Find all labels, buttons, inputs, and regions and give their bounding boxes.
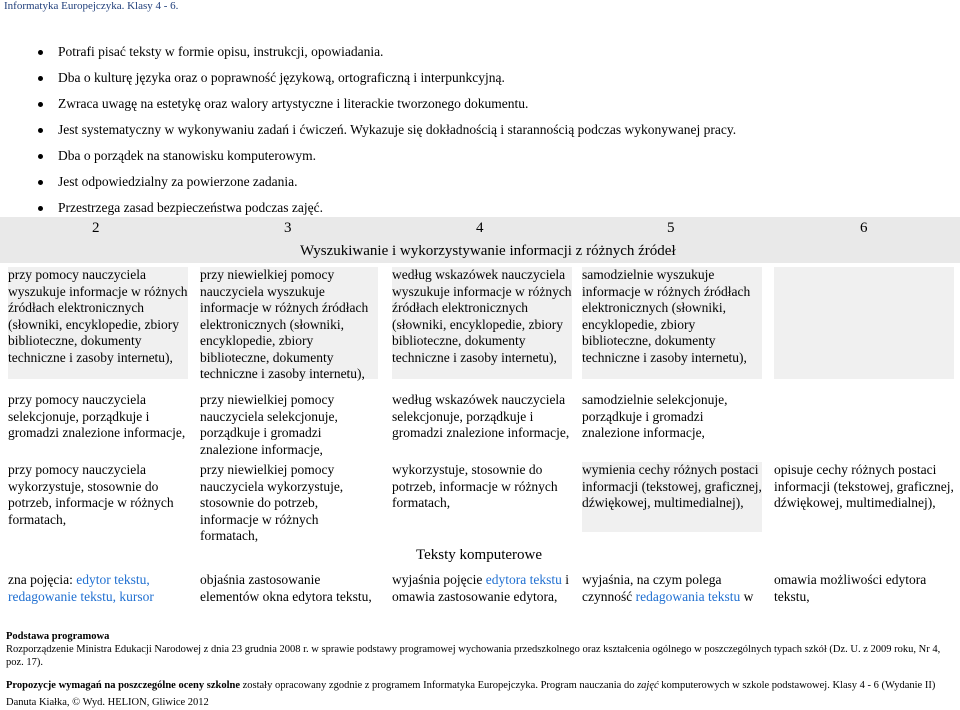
table-cell: omawia możliwości edytora tekstu,: [774, 572, 927, 604]
grade-3: 3: [284, 220, 292, 236]
list-item: Dba o kulturę języka oraz o poprawność językową, ortograficzną i interpunkcyjną.: [38, 70, 736, 96]
table-cell: samodzielnie wyszukuje informacje w różnych źródłach elektronicznych (słowniki, encyklopedie, zbiory biblioteczne, dokumenty techniczne i zasoby internetu),: [582, 267, 762, 379]
grade-5: 5: [667, 220, 675, 236]
footer-author: Danuta Kiałka, © Wyd. HELION, Gliwice 2012: [6, 697, 209, 708]
table-cell: przy niewielkiej pomocy nauczyciela wykorzystuje, stosownie do potrzeb, informacje w różnych formatach,: [200, 462, 344, 543]
requirements-list: [38, 44, 736, 226]
list-item: Jest systematyczny w wykonywaniu zadań i ćwiczeń. Wykazuje się dokładnością i starannością podczas wykonywanej pracy.: [38, 122, 736, 148]
table-cell: zna pojęcia: edytor tekstu, redagowanie tekstu, kursor: [8, 572, 154, 604]
table-cell: wymienia cechy różnych postaci informacji (tekstowej, graficznej, dźwiękowej, multimedialnej),: [582, 462, 762, 532]
grade-4: 4: [476, 220, 484, 236]
grade-2: 2: [92, 220, 100, 236]
grade-6: 6: [860, 220, 868, 236]
bullet-icon: [38, 102, 43, 107]
list-item: Jest odpowiedzialny za powierzone zadania.: [38, 174, 736, 200]
bullet-icon: [38, 128, 43, 133]
table-cell: samodzielnie selekcjonuje, porządkuje i gromadzi znalezione informacje,: [582, 392, 728, 440]
footer-text: Rozporządzenie Ministra Edukacji Narodowej z dnia 23 grudnia 2008 r. w sprawie podstawy programowej wychowania przedszkolnego oraz kształcenia ogólnego w poszczególnych typach szkół (Dz. U. z 2009 roku, Nr 4, poz. 17).: [6, 644, 941, 668]
section-title-search: Wyszukiwanie i wykorzystywanie informacji z różnych źródeł: [300, 243, 676, 259]
bullet-icon: [38, 206, 43, 211]
section-title-texts: Teksty komputerowe: [416, 547, 543, 563]
table-cell: objaśnia zastosowanie elementów okna edytora tekstu,: [200, 572, 372, 604]
list-item: Przestrzega zasad bezpieczeństwa podczas zajęć.: [38, 200, 736, 226]
term-link: edytor tekstu, redagowanie tekstu, kursor: [8, 572, 154, 604]
table-cell-empty: [774, 267, 954, 379]
table-cell: wyjaśnia, na czym polega czynność redagowania tekstu w: [582, 572, 754, 604]
bullet-icon: [38, 180, 43, 185]
term-link: redagowania tekstu: [635, 588, 741, 604]
list-item: Dba o porządek na stanowisku komputerowym.: [38, 148, 736, 174]
table-cell: według wskazówek nauczyciela selekcjonuje, porządkuje i gromadzi znalezione informacje,: [392, 392, 570, 440]
bullet-icon: [38, 154, 43, 159]
table-cell: wyjaśnia pojęcie edytora tekstu i omawia zastosowanie edytora,: [392, 572, 569, 604]
list-item: Zwraca uwagę na estetykę oraz walory artystyczne i literackie tworzonego dokumentu.: [38, 96, 736, 122]
bullet-icon: [38, 76, 43, 81]
document-header: Informatyka Europejczyka. Klasy 4 - 6.: [4, 0, 179, 12]
footer-legal: [6, 630, 951, 669]
table-cell: wykorzystuje, stosownie do potrzeb, informacje w różnych formatach,: [392, 462, 558, 510]
list-item: Potrafi pisać teksty w formie opisu, instrukcji, opowiadania.: [38, 44, 736, 70]
term-link: edytora tekstu: [485, 572, 562, 587]
bullet-icon: [38, 50, 43, 55]
table-cell: przy pomocy nauczyciela selekcjonuje, porządkuje i gromadzi znalezione informacje,: [8, 392, 186, 440]
footer-proposal: Propozycje wymagań na poszczególne oceny szkolne zostały opracowany zgodnie z programem Informatyka Europejczyka. Program nauczania do zajęć komputerowych w szkole podstawowej. Klasy 4 - 6 (Wydanie II): [6, 680, 936, 691]
table-cell: według wskazówek nauczyciela wyszukuje informacje w różnych źródłach elektronicznych (słowniki, encyklopedie, zbiory biblioteczne, dokumenty techniczne i zasoby internetu),: [392, 267, 572, 379]
footer-title: Podstawa programowa: [6, 631, 110, 642]
table-cell: przy niewielkiej pomocy nauczyciela wyszukuje informacje w różnych źródłach elektronicznych (słowniki, encyklopedie, zbiory biblioteczne, dokumenty techniczne i zasoby internetu),: [200, 267, 378, 379]
table-cell: przy pomocy nauczyciela wykorzystuje, stosownie do potrzeb, informacje w różnych formatach,: [8, 462, 174, 527]
table-cell: przy pomocy nauczyciela wyszukuje informacje w różnych źródłach elektronicznych (słowniki, encyklopedie, zbiory biblioteczne, dokumenty techniczne i zasoby internetu),: [8, 267, 188, 379]
table-cell: przy niewielkiej pomocy nauczyciela selekcjonuje, porządkuje i gromadzi znalezione informacje,: [200, 392, 338, 457]
table-cell: opisuje cechy różnych postaci informacji (tekstowej, graficznej, dźwiękowej, multimedialnej),: [774, 462, 954, 510]
